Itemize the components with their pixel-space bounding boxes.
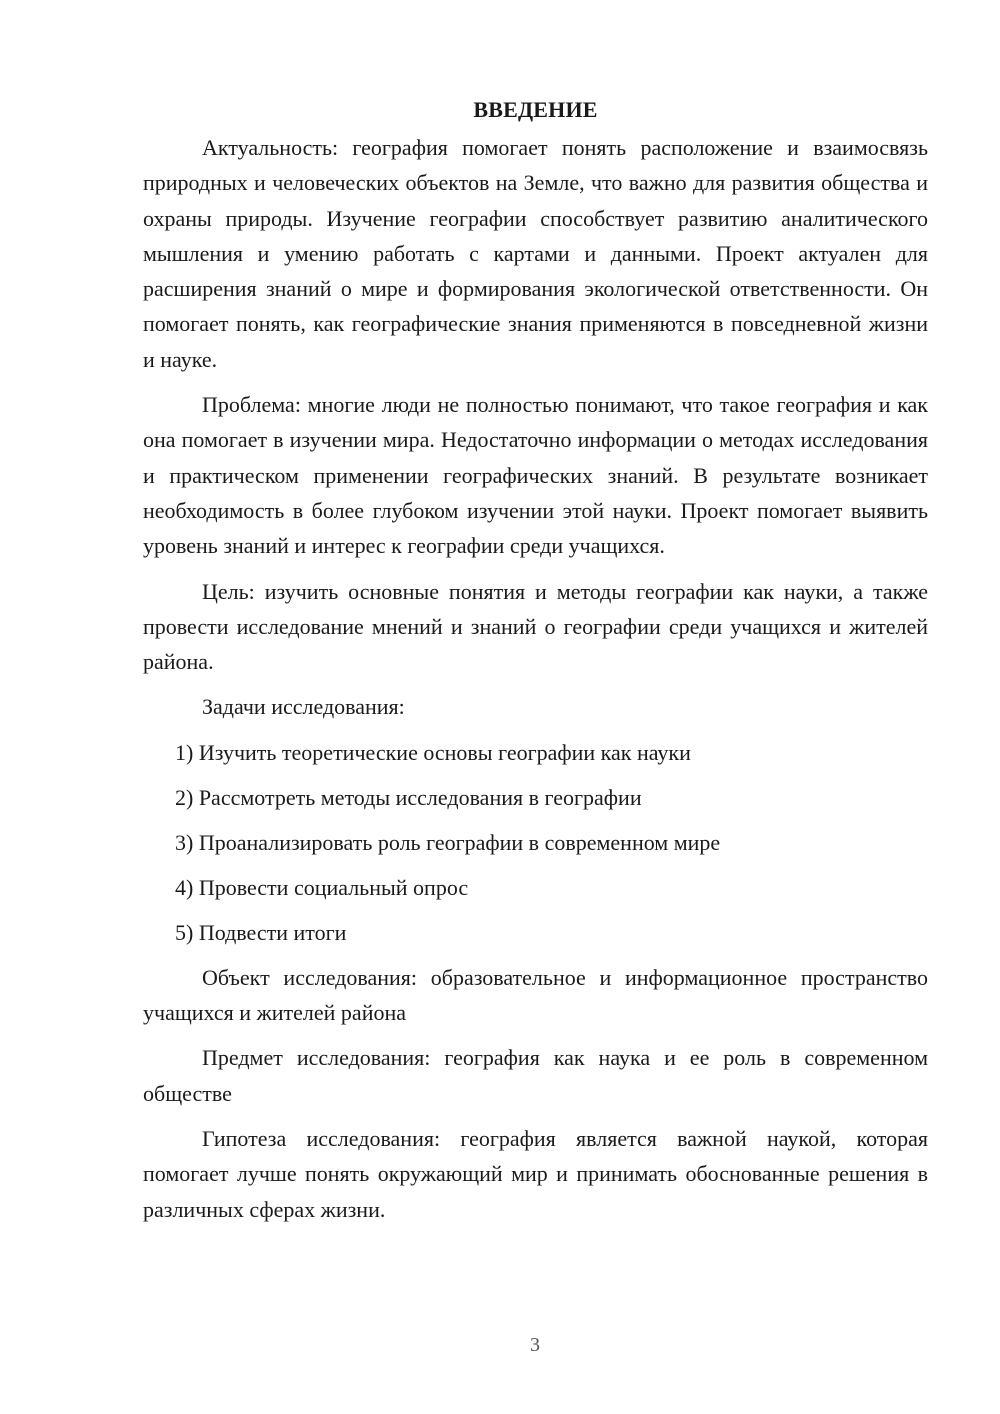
subject-paragraph: Предмет исследования: география как наука и ее роль в современном обществе [143,1045,928,1106]
tasks-list [143,735,928,950]
tasks-title: Задачи исследования: [202,694,405,720]
goal-paragraph: Цель: изучить основные понятия и методы географии как науки, а также провести исследование мнений и знаний о географии среди учащихся и жителей района. [143,578,928,675]
object-paragraph: Объект исследования: образовательное и информационное пространство учащихся и жителей района [143,964,928,1026]
list-item: 2) Рассмотреть методы исследования в географии [175,784,642,810]
hypothesis-paragraph: Гипотеза исследования: география является важной наукой, которая помогает лучше понять окружающий мир и принимать обоснованные решения в различных сферах жизни. [143,1125,928,1222]
list-item: 5) Подвести итоги [175,919,347,945]
problem-paragraph: Проблема: многие люди не полностью понимают, что такое география и как она помогает в изучении мира. Недостаточно информации о методах исследования и практическом применении географических знаний. В результате возникает необходимость в более глубоком изучении этой науки. Проект помогает выявить уровень знаний и интерес к географии среди учащихся. [143,392,928,559]
list-item: 1) Изучить теоретические основы географии как науки [175,739,691,765]
page-number: 3 [530,1334,540,1356]
page-title: ВВЕДЕНИЕ [473,97,598,122]
document-page [143,92,928,1237]
list-item: 4) Провести социальный опрос [175,874,469,900]
relevance-paragraph: Актуальность: география помогает понять расположение и взаимосвязь природных и человеческих объектов на Земле, что важно для развития общества и охраны природы. Изучение географии способствует развитию аналитического мышления и умению работать с картами и данными. Проект актуален для расширения знаний о мире и формирования экологической ответственности. Он помогает понять, как географические знания применяются в повседневной жизни и науке. [143,135,928,372]
list-item: 3) Проанализировать роль географии в современном мире [175,829,721,855]
